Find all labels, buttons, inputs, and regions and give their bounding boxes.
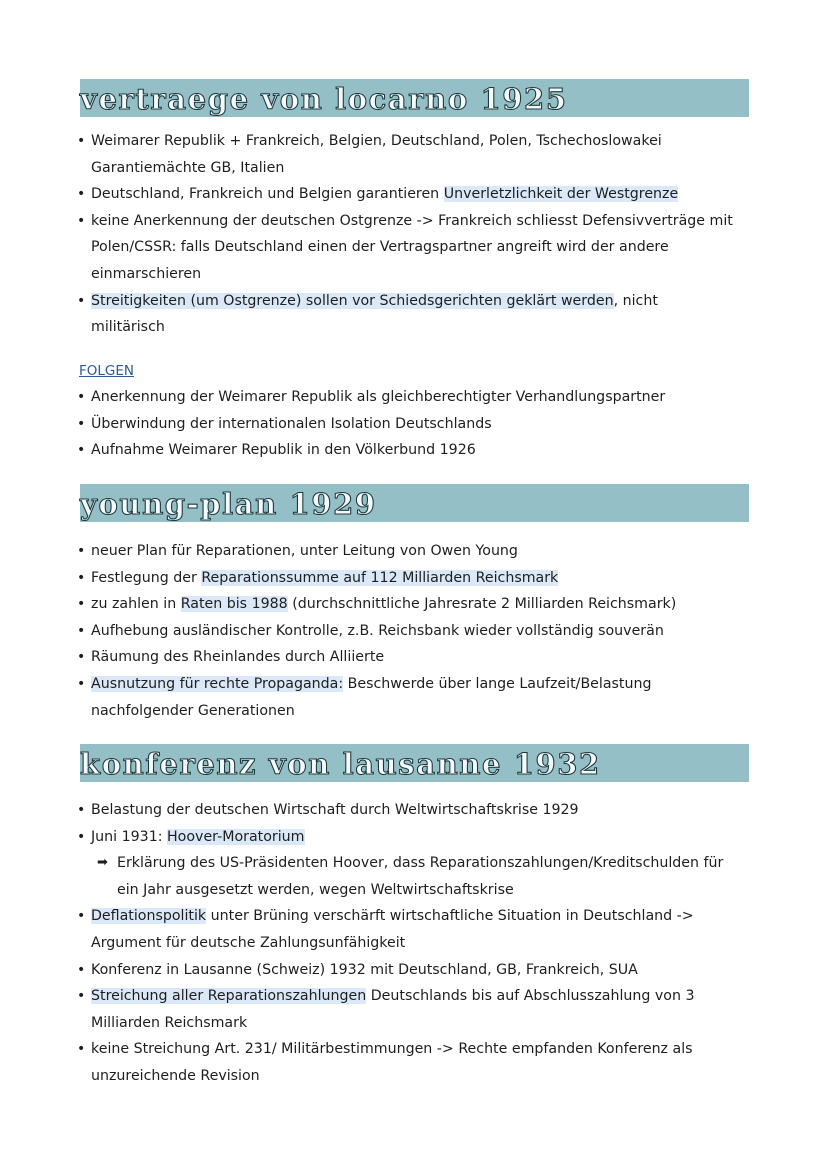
list-item: • Räumung des Rheinlandes durch Alliierte <box>0 644 753 671</box>
bullet-dot-icon: • <box>77 543 86 559</box>
bullet-dot-icon: • <box>77 212 86 229</box>
highlighted-text: Raten bis 1988 <box>180 596 288 613</box>
list-item: • Aufnahme Weimarer Republik in den Völkerbund 1926 <box>0 437 753 464</box>
bullet-dot-icon: • <box>77 292 86 309</box>
bullet-dot-icon: • <box>77 908 86 925</box>
bullet-dot-icon: • <box>77 133 86 149</box>
bullet-dot-icon: • <box>77 988 86 1005</box>
bullet-dot-icon: • <box>77 1041 86 1058</box>
list-item: • keine Streichung Art. 231/ Militärbestimmungen -> Rechte empfanden Konferenz als unzureichende Revision <box>0 1036 753 1089</box>
bullet-dot-icon: • <box>77 622 86 639</box>
section-title-young-plan: young-plan 1929 <box>80 487 377 521</box>
list-item: • zu zahlen in Raten bis 1988 (durchschnittliche Jahresrate 2 Milliarden Reichsmark) <box>0 591 753 618</box>
list-item: • Anerkennung der Weimarer Republik als gleichberechtigter Verhandlungspartner <box>0 384 753 411</box>
folgen-list <box>0 384 828 464</box>
highlighted-text: Unverletzlichkeit der Westgrenze <box>443 186 679 203</box>
list-item: • Überwindung der internationalen Isolation Deutschlands <box>0 411 753 438</box>
bullet-dot-icon: • <box>77 649 86 666</box>
list-item: • Streitigkeiten (um Ostgrenze) sollen vor Schiedsgerichten geklärt werden, nicht militärisch <box>0 288 753 341</box>
list-item: • Deutschland, Frankreich und Belgien garantieren Unverletzlichkeit der Westgrenze <box>0 181 753 208</box>
bullet-dot-icon: • <box>77 802 86 818</box>
bullet-dot-icon: • <box>77 569 86 586</box>
highlighted-text: Streitigkeiten (um Ostgrenze) sollen vor Schiedsgerichten geklärt werden <box>91 292 614 309</box>
sub-list-item: ➡ Erklärung des US-Präsidenten Hoover, dass Reparationszahlungen/Kreditschulden für ein Jahr ausgesetzt werden, wegen Weltwirtschaftskrise <box>0 850 757 903</box>
folgen-heading: FOLGEN <box>79 363 135 379</box>
list-item: • Aufhebung ausländischer Kontrolle, z.B. Reichsbank wieder vollständig souverän <box>0 618 753 645</box>
locarno-list <box>0 128 828 341</box>
list-item: • Konferenz in Lausanne (Schweiz) 1932 mit Deutschland, GB, Frankreich, SUA <box>0 957 753 984</box>
list-item: • Belastung der deutschen Wirtschaft durch Weltwirtschaftskrise 1929 <box>0 797 753 824</box>
list-item: • neuer Plan für Reparationen, unter Leitung von Owen Young <box>0 538 753 565</box>
highlighted-text: Streichung aller Reparationszahlungen <box>91 988 367 1005</box>
highlighted-text: Reparationssumme auf 112 Milliarden Reichsmark <box>201 569 559 586</box>
list-item: • Festlegung der Reparationssumme auf 112 Milliarden Reichsmark <box>0 565 753 592</box>
right-arrow-icon: ➡ <box>97 855 108 871</box>
section-title-lausanne: konferenz von lausanne 1932 <box>80 747 601 781</box>
list-item: • Streichung aller Reparationszahlungen Deutschlands bis auf Abschlusszahlung von 3 Milliarden Reichsmark <box>0 983 753 1036</box>
bullet-dot-icon: • <box>77 389 86 405</box>
bullet-dot-icon: • <box>77 828 86 845</box>
section-title-locarno: vertraege von locarno 1925 <box>80 82 568 116</box>
lausanne-list <box>0 797 828 1090</box>
bullet-dot-icon: • <box>77 415 86 432</box>
highlighted-text: Hoover-Moratorium <box>167 828 305 845</box>
bullet-dot-icon: • <box>77 442 86 459</box>
list-item: • Deflationspolitik unter Brüning verschärft wirtschaftliche Situation in Deutschland -> Argument für deutsche Zahlungsunfähigkeit <box>0 903 753 956</box>
highlighted-text: Deflationspolitik <box>91 908 207 925</box>
young-plan-list <box>0 538 828 724</box>
list-item: • keine Anerkennung der deutschen Ostgrenze -> Frankreich schliesst Defensivverträge mit Polen/CSSR: falls Deutschland einen der Vertragspartner angreift wird der andere einmarschieren <box>0 208 753 288</box>
bullet-dot-icon: • <box>77 961 86 978</box>
list-item: • Weimarer Republik + Frankreich, Belgien, Deutschland, Polen, Tschechoslowakei Garantiemächte GB, Italien <box>0 128 753 181</box>
list-item: • Juni 1931: Hoover-Moratorium <box>0 824 753 851</box>
bullet-dot-icon: • <box>77 675 86 692</box>
list-item: • Ausnutzung für rechte Propaganda: Beschwerde über lange Laufzeit/Belastung nachfolgender Generationen <box>0 671 753 724</box>
bullet-dot-icon: • <box>77 186 86 203</box>
highlighted-text: Ausnutzung für rechte Propaganda: <box>91 675 344 692</box>
bullet-dot-icon: • <box>77 596 86 613</box>
